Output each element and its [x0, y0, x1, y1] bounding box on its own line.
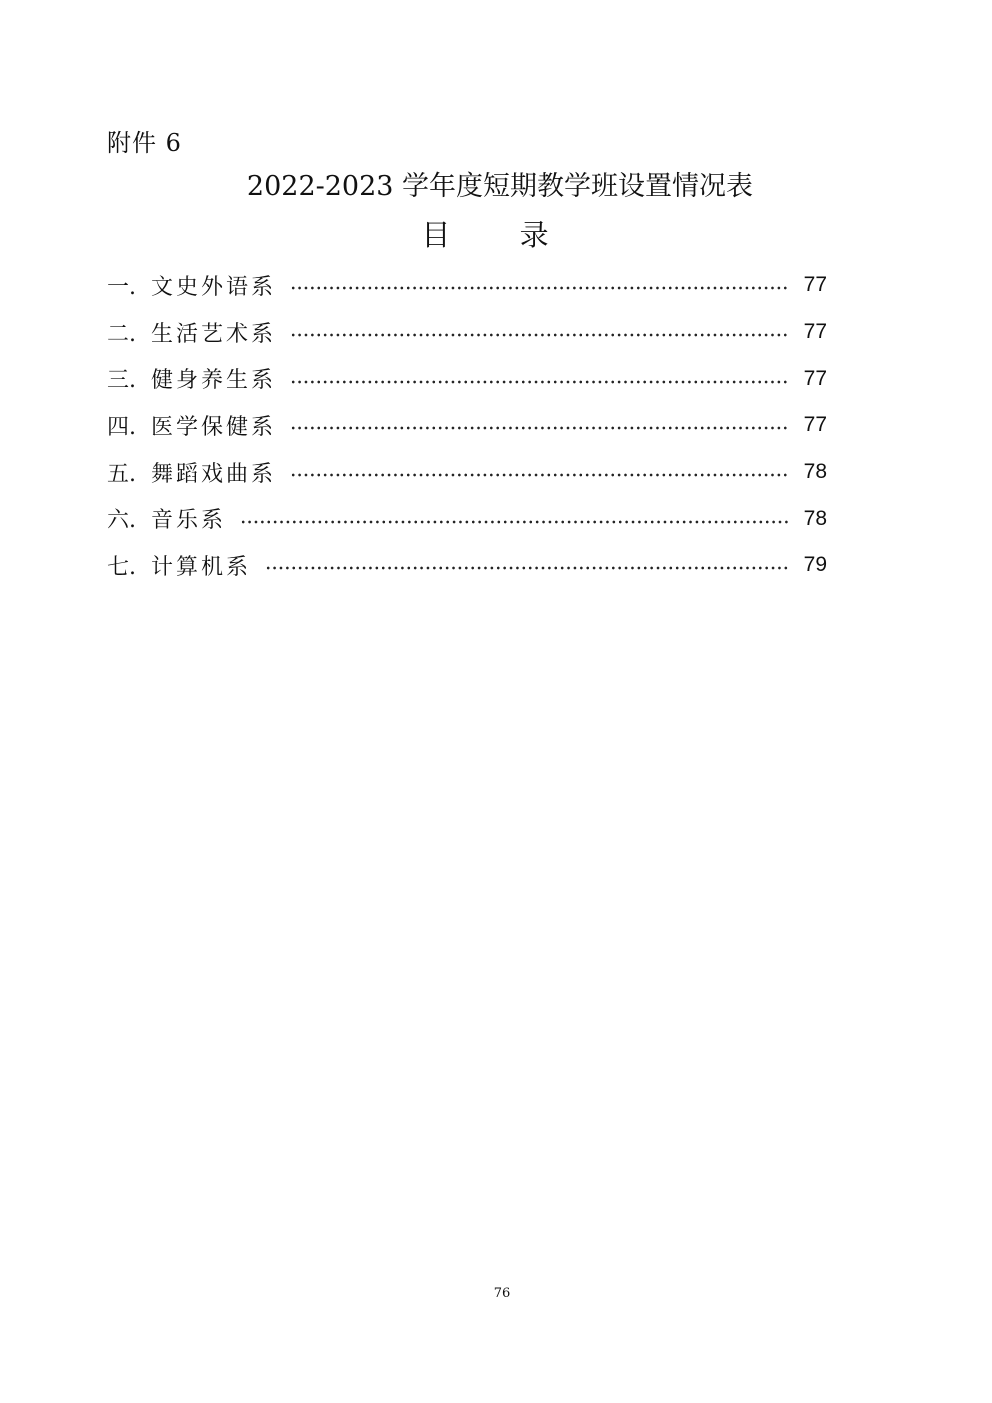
- toc-entry[interactable]: [107, 309, 827, 356]
- toc-entry-page: 79: [803, 553, 827, 577]
- attachment-label: 附件 6: [107, 129, 182, 157]
- toc-entry-label: 音乐系: [151, 508, 227, 534]
- toc-entry-page: 78: [803, 460, 827, 484]
- toc-entry-page: 78: [803, 506, 827, 530]
- table-of-contents: [107, 262, 827, 589]
- toc-entry[interactable]: [107, 402, 827, 449]
- toc-entry-number: 七.: [107, 554, 136, 580]
- dot-leader: [290, 471, 789, 479]
- toc-entry[interactable]: [107, 495, 827, 542]
- toc-entry-number: 二.: [107, 321, 136, 347]
- toc-entry[interactable]: [107, 355, 827, 402]
- toc-entry-page: 77: [803, 413, 827, 437]
- toc-entry-label: 舞蹈戏曲系: [151, 461, 277, 487]
- toc-entry-page: 77: [803, 320, 827, 344]
- dot-leader: [240, 518, 789, 526]
- toc-entry-number: 六.: [107, 508, 136, 534]
- toc-entry-label: 计算机系: [151, 554, 252, 580]
- dot-leader: [265, 564, 789, 572]
- toc-entry-label: 医学保健系: [151, 414, 277, 440]
- toc-entry-page: 77: [803, 366, 827, 390]
- toc-heading: 目 录: [421, 218, 579, 252]
- toc-entry[interactable]: [107, 449, 827, 496]
- toc-entry-label: 健身养生系: [151, 368, 277, 394]
- toc-entry-number: 三.: [107, 368, 136, 394]
- toc-entry-label: 生活艺术系: [151, 321, 277, 347]
- document-title: 2022-2023 学年度短期教学班设置情况表: [246, 171, 754, 202]
- dot-leader: [290, 284, 789, 292]
- page-number: 76: [493, 1286, 511, 1301]
- dot-leader: [290, 424, 789, 432]
- dot-leader: [290, 331, 789, 339]
- toc-entry[interactable]: [107, 262, 827, 309]
- toc-entry[interactable]: [107, 542, 827, 589]
- toc-entry-number: 四.: [107, 414, 136, 440]
- toc-entry-number: 一.: [107, 274, 136, 300]
- toc-entry-label: 文史外语系: [151, 274, 277, 300]
- dot-leader: [290, 378, 789, 386]
- toc-entry-number: 五.: [107, 461, 136, 487]
- toc-entry-page: 77: [803, 273, 827, 297]
